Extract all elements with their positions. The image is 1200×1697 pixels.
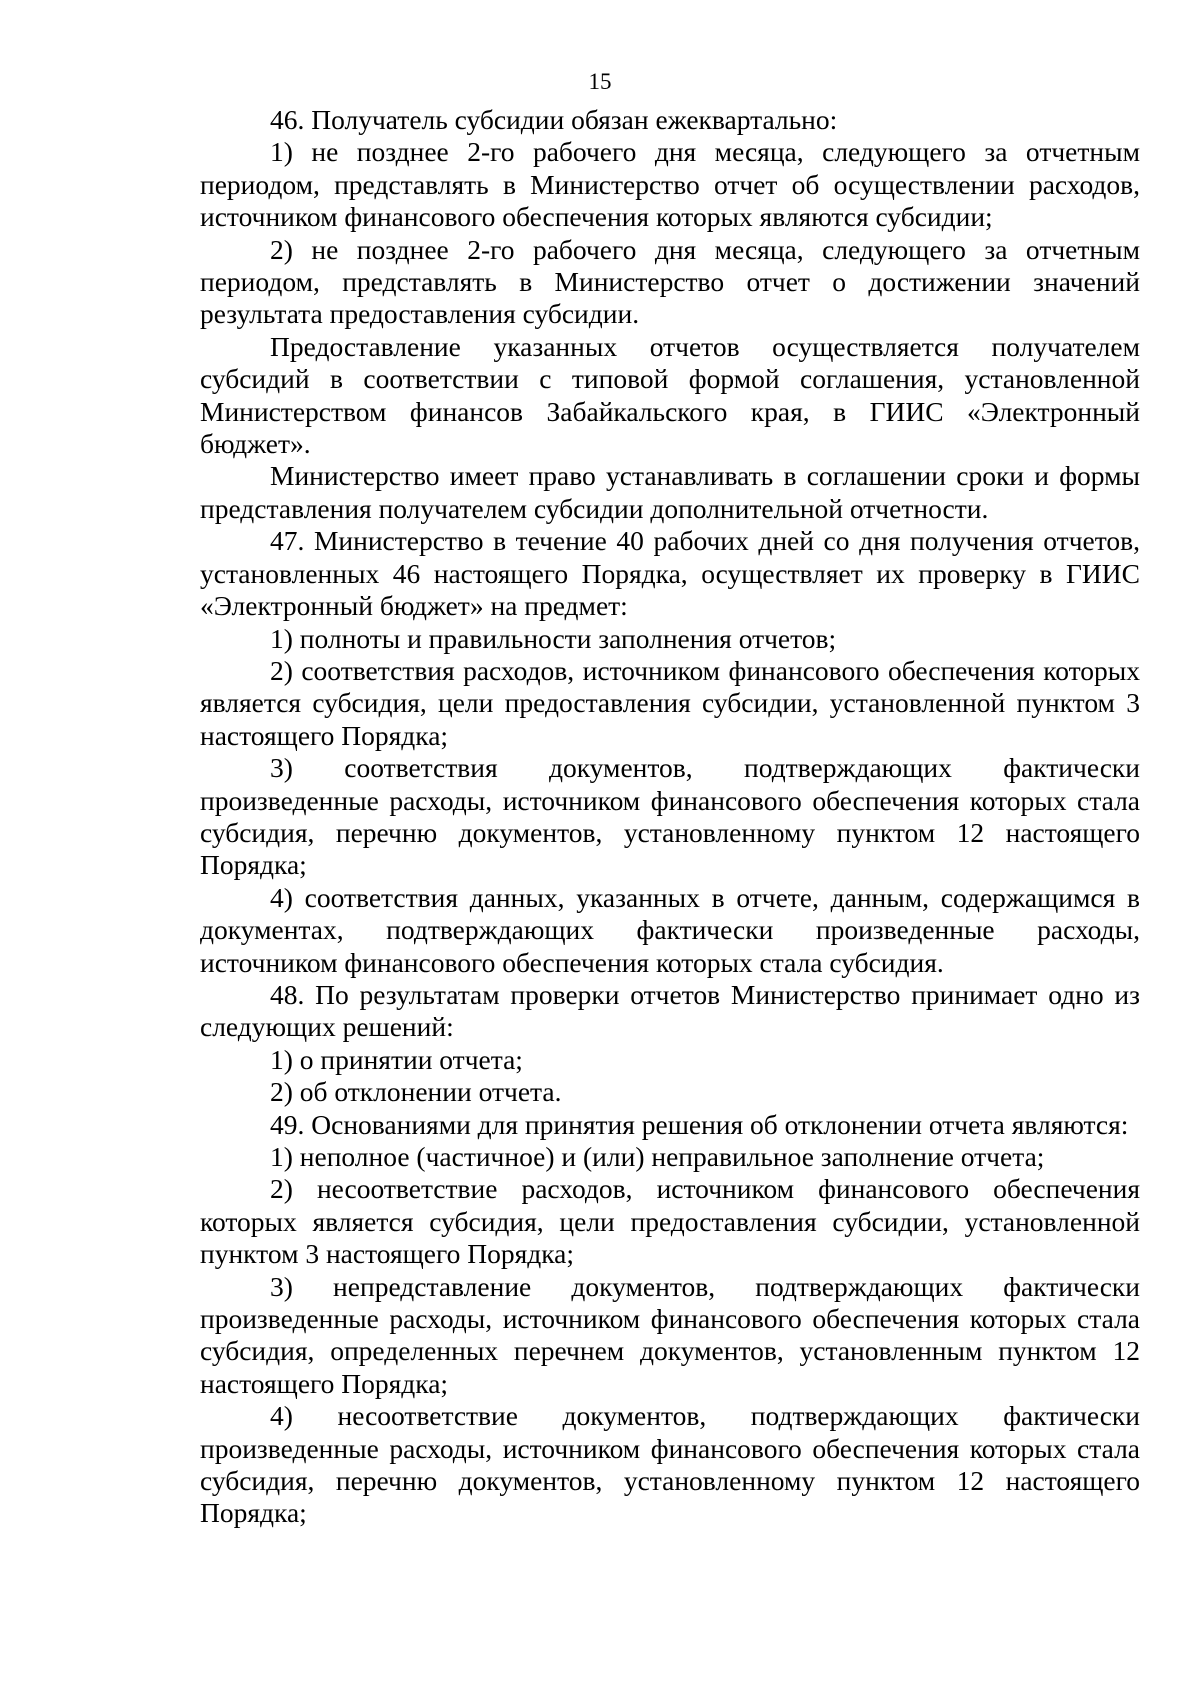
paragraph-48-item-2: 2) об отклонении отчета. xyxy=(270,1076,562,1108)
paragraph-49-item-1: 1) неполное (частичное) и (или) неправильное заполнение отчета; xyxy=(270,1141,1045,1172)
document-body xyxy=(200,104,1140,1530)
paragraph-48: 48. По результатам проверки отчетов Министерство принимает одно из следующих решений: xyxy=(200,978,1140,1043)
paragraph-49-item-3: 3) непредставление документов, подтверждающих фактически произведенные расходы, источником финансового обеспечения которых стала субсидия, определенных перечнем документов, установленным пунктом 12 настоящего Порядка; xyxy=(200,1270,1140,1399)
paragraph-49-item-2: 2) несоответствие расходов, источником финансового обеспечения которых является субсидия, цели предоставления субсидии, установленной пунктом 3 настоящего Порядка; xyxy=(200,1173,1140,1270)
paragraph-47-item-1: 1) полноты и правильности заполнения отчетов; xyxy=(270,622,837,654)
paragraph-48-item-1: 1) о принятии отчета; xyxy=(270,1043,523,1075)
paragraph-47-item-3: 3) соответствия документов, подтверждающих фактически произведенные расходы, источником финансового обеспечения которых стала субсидия, перечню документов, установленному пунктом 12 настоящего Порядка; xyxy=(200,752,1140,881)
paragraph-47-item-2: 2) соответствия расходов, источником финансового обеспечения которых является субсидия, цели предоставления субсидии, установленной пунктом 3 настоящего Порядка; xyxy=(200,654,1140,751)
paragraph-47: 47. Министерство в течение 40 рабочих дней со дня получения отчетов, установленных 46 настоящего Порядка, осуществляет их проверку в ГИИС «Электронный бюджет» на предмет: xyxy=(200,525,1140,622)
paragraph-49-item-4: 4) несоответствие документов, подтверждающих фактически произведенные расходы, источником финансового обеспечения которых стала субсидия, перечню документов, установленному пунктом 12 настоящего Порядка; xyxy=(200,1400,1140,1529)
paragraph-46-item-2: 2) не позднее 2-го рабочего дня месяца, следующего за отчетным периодом, представлять в Министерство отчет о достижении значений результата предоставления субсидии. xyxy=(200,233,1140,330)
paragraph-46-item-1: 1) не позднее 2-го рабочего дня месяца, следующего за отчетным периодом, представлять в Министерство отчет об осуществлении расходов, источником финансового обеспечения которых являются субсидии; xyxy=(200,136,1140,233)
paragraph-47-item-4: 4) соответствия данных, указанных в отчете, данным, содержащимся в документах, подтверждающих фактически произведенные расходы, источником финансового обеспечения которых стала субсидия. xyxy=(200,881,1140,978)
paragraph-46: 46. Получатель субсидии обязан ежеквартально: xyxy=(270,104,838,135)
page-number: 15 xyxy=(588,69,612,94)
paragraph-additional-reporting: Министерство имеет право устанавливать в соглашении сроки и формы представления получателем субсидии дополнительной отчетности. xyxy=(200,460,1140,524)
paragraph-reports-submission: Предоставление указанных отчетов осуществляется получателем субсидий в соответствии с типовой формой соглашения, установленной Министерством финансов Забайкальского края, в ГИИС «Электронный бюджет». xyxy=(200,330,1140,460)
paragraph-49: 49. Основаниями для принятия решения об отклонении отчета являются: xyxy=(270,1108,1129,1140)
